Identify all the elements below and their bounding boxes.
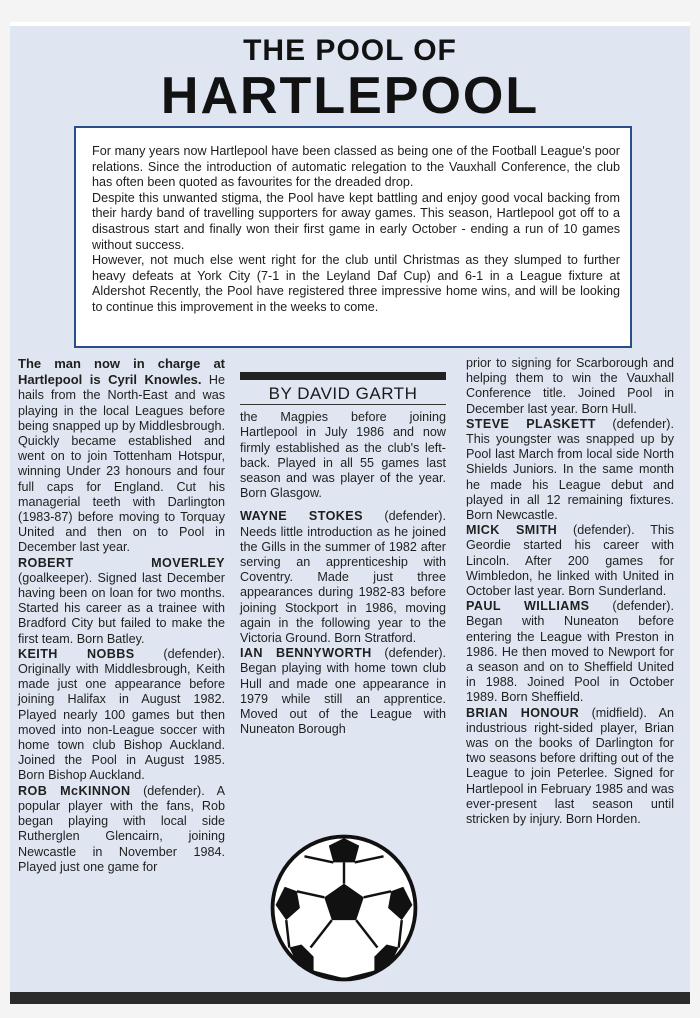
profile-honour: [466, 706, 674, 828]
player-text: (defender). This youngster was snapped up by Pool last March from local side North Shields Juniors. In the same month he made his League debut and played in all 12 remaining fixtures. Born Newcastle.: [466, 416, 674, 523]
football-icon: [268, 832, 420, 984]
profile-mckinnon-cont: the Magpies before joining Hartlepool in July 1986 and now firmly established as the club's left-back. Played in all 55 games last season and was player of the year. Born Glasgow.: [240, 410, 446, 501]
lead-text: He hails from the North-East and was playing in the local Leagues before being snapped up by Middlesbrough. Quickly became established and went on to join Tottenham Hotspur, winning Under 23 honours and four full caps for England. Cut his managerial teeth with Darlington (1983-87) before moving to Torquay United and then on to Pool in December last year.: [18, 373, 226, 555]
player-name: ROB McKINNON: [18, 783, 131, 798]
player-name: ROBERT MOVERLEY: [18, 555, 225, 570]
byline: BY DAVID GARTH: [240, 386, 446, 405]
player-text: (defender). Needs little introduction as he joined the Gills in the summer of 1982 after serving an apprenticeship with Coventry. Made just three appearances during 1982-83 before joining Stockport in 1986, moving again in the following year to the Victoria Ground. Born Stratford.: [240, 509, 446, 646]
player-name: STEVE PLASKETT: [466, 416, 596, 431]
player-name: PAUL WILLIAMS: [466, 599, 590, 614]
column-3: [466, 356, 674, 827]
intro-paragraph-1: For many years now Hartlepool have been classed as being one of the Football League's poor relations. Since the introduction of automatic relegation to the Vauxhall Conference, the club has often been quoted as favourites for the dreaded drop.: [92, 144, 620, 190]
player-text: (defender). This Geordie started his career with Lincoln. After 200 games for Wimbledon, he linked with United in October last year. Born Sunderland.: [466, 523, 675, 599]
profile-moverley: [18, 556, 225, 647]
page-bottom-band: [10, 992, 690, 1004]
intro-paragraph-3: However, not much else went right for the club until Christmas as they slumped to further heavy defeats at York City (7-1 in the Leyland Daf Cup) and 6-1 in a League fixture at Aldershot Recently, the Pool have registered three impressive home wins, and will be looking to continue this improvement in the weeks to come.: [92, 253, 620, 314]
title-line-1: THE POOL OF: [243, 34, 457, 67]
profile-mckinnon: [18, 784, 225, 875]
profile-bennyworth-cont: prior to signing for Scarborough and helping them to win the Vauxhall Conference title. Joined Pool in December last year. Born Hull.: [466, 356, 674, 416]
player-text: (defender). Began playing with home town club Hull and made one appearance in 1979 while still an apprentice. Moved out of the League with Nuneaton Borough: [240, 646, 447, 737]
article-lead: [18, 356, 225, 556]
player-name: IAN BENNYWORTH: [240, 646, 372, 661]
profile-nobbs: [18, 647, 225, 784]
player-text: (defender). Originally with Middlesbrough, Keith made just one appearance before joining Halifax in August 1982. Played nearly 100 games but then moved into non-League soccer with home town club Bishop Auckland. Joined the Pool in August 1985. Born Bishop Auckland.: [18, 646, 225, 783]
player-text: (defender). Began with Nuneaton before entering the League with Preston in 1986. He then moved to Newport for a season and on to Sheffield United in 1988. Joined Pool in October 1989. Born Sheffield.: [466, 599, 674, 705]
profile-williams: [466, 599, 674, 705]
lead-heading: The man now in charge at Hartlepool is Cyril Knowles.: [18, 356, 225, 388]
player-text: (defender). A popular player with the fans, Rob began playing with local side Rutherglen Glencairn, joining Newcastle in November 1984. Played just one game for: [18, 783, 225, 874]
player-text: (midfield). An industrious right-sided player, Brian was on the books of Darlington for two seasons before drifting out of the League to join Peterlee. Signed for Hartlepool in February 1985 and was ever-present last season until stricken by injury. Born Horden.: [466, 705, 675, 827]
profile-bennyworth: [240, 646, 446, 737]
profile-smith: [466, 523, 674, 599]
player-name: KEITH NOBBS: [18, 646, 135, 661]
profile-stokes: [240, 509, 446, 646]
intro-paragraph-2: Despite this unwanted stigma, the Pool have kept battling and enjoy good vocal backing from their hardy band of travelling supporters for away games. This season, Hartlepool got off to a disastrous start and finally won their first game in early October - ending a run of 10 games without success.: [92, 190, 620, 252]
magazine-page: [10, 22, 690, 1004]
byline-divider: [240, 372, 446, 380]
intro-box: [74, 126, 632, 348]
title-line-2: HARTLEPOOL: [160, 67, 540, 125]
player-name: BRIAN HONOUR: [466, 705, 580, 720]
profile-plaskett: [466, 417, 674, 523]
column-1: [18, 356, 225, 875]
player-text: (goalkeeper). Signed last December having been on loan for two months. Started his career as a trainee with Bradford City but failed to make the first team. Born Batley.: [18, 570, 225, 646]
column-2: [240, 356, 446, 737]
player-name: MICK SMITH: [466, 523, 558, 538]
player-name: WAYNE STOKES: [240, 509, 363, 524]
